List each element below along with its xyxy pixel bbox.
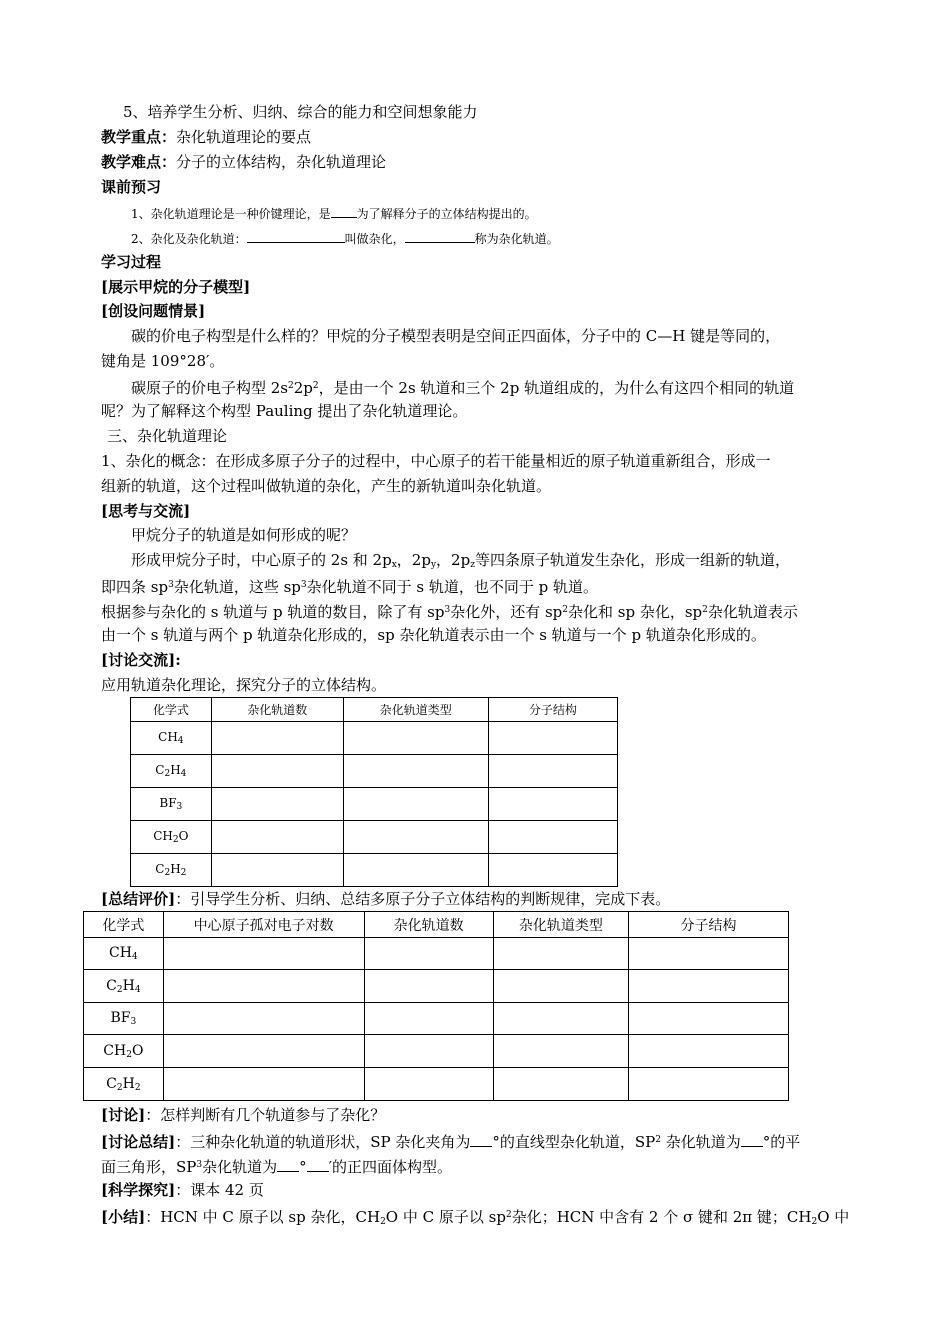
table-cell <box>364 1003 493 1035</box>
table-header: 分子结构 <box>488 698 617 722</box>
science-inquiry: [科学探究]：课本 42 页 <box>101 1181 264 1199</box>
table-cell <box>364 970 493 1003</box>
table-cell <box>488 854 617 887</box>
table-cell <box>493 970 628 1003</box>
discussion-summary-cont: 面三角形，$SP^3$杂化轨道为 ° ′的正四面体构型。 <box>101 1158 453 1176</box>
hybrid-table-1 <box>130 697 618 887</box>
methane-question: 甲烷分子的轨道是如何形成的呢？ <box>131 526 357 544</box>
table-cell <box>163 970 364 1003</box>
formula-cell: $CH_4$ <box>84 938 164 970</box>
table-cell <box>493 1068 628 1101</box>
electron-config-paragraph: 碳原子的价电子构型 $2s^22p^2$，是由一个 2s 轨道和三个 2p 轨道组成的，为什么有这四个相同的轨道 <box>131 379 795 397</box>
answer-blank <box>405 228 475 243</box>
think-heading: [思考与交流] <box>101 502 191 520</box>
table-cell <box>628 1068 788 1101</box>
table-cell <box>211 755 343 788</box>
objective-5: 5、培养学生分析、归纳、综合的能力和空间想象能力 <box>123 103 478 121</box>
section-3-heading: 三、杂化轨道理论 <box>107 427 228 445</box>
scenario-heading: [创设问题情景] <box>101 302 206 320</box>
electron-config-paragraph-cont: 呢？为了解释这个构型 Pauling 提出了杂化轨道理论。 <box>101 402 468 420</box>
methane-explain: 形成甲烷分子时，中心原子的 2s 和 $2p_x$，$2p_y$，$2p_z$等四条原子轨道发生杂化，形成一组新的轨道， <box>131 551 790 570</box>
preview-item-2: 2、杂化及杂化轨道： 叫做杂化， 称为杂化轨道。 <box>131 228 891 249</box>
answer-blank <box>277 1157 299 1172</box>
discuss-heading: [讨论交流]: <box>101 651 181 669</box>
table-cell <box>488 821 617 854</box>
table-header: 杂化轨道类型 <box>493 912 628 938</box>
table-cell <box>211 788 343 821</box>
table-cell <box>211 854 343 887</box>
question-paragraph-cont: 键角是 109°28′。 <box>101 352 225 370</box>
table-cell <box>493 1003 628 1035</box>
hybrid-table-2 <box>83 911 789 1101</box>
answer-blank <box>247 228 345 243</box>
table-header: 杂化轨道数 <box>364 912 493 938</box>
table-header: 分子结构 <box>628 912 788 938</box>
answer-blank <box>741 1132 763 1147</box>
table-cell <box>163 1035 364 1068</box>
table-cell <box>628 970 788 1003</box>
answer-blank <box>470 1132 492 1147</box>
formula-cell: $C_2H_4$ <box>84 970 164 1003</box>
formula-cell: $CH_2O$ <box>84 1035 164 1068</box>
discussion-summary: [讨论总结]：三种杂化轨道的轨道形状，SP 杂化夹角为 °的直线型杂化轨道，$SP^2$ 杂化轨道为 °的平 <box>101 1133 801 1151</box>
show-model-heading: [展示甲烷的分子模型] <box>101 278 251 296</box>
preview-item-1: 1、杂化轨道理论是一种价键理论，是 为了解释分子的立体结构提出的。 <box>131 203 891 224</box>
table-cell <box>493 1035 628 1068</box>
table-cell <box>343 788 488 821</box>
formula-cell: $CH_2O$ <box>131 821 212 854</box>
question-paragraph: 碳的价电子构型是什么样的？甲烷的分子模型表明是空间正四面体，分子中的 C—H 键是等同的， <box>131 327 781 345</box>
hybrid-types-cont: 由一个 s 轨道与两个 p 轨道杂化形成的，sp 杂化轨道表示由一个 s 轨道与一个 p 轨道杂化形成的。 <box>101 626 766 644</box>
teaching-difficulty: 教学难点：分子的立体结构，杂化轨道理论 <box>101 153 387 171</box>
table-cell <box>343 755 488 788</box>
table-cell <box>343 821 488 854</box>
formula-cell: $C_2H_2$ <box>84 1068 164 1101</box>
table-header: 化学式 <box>131 698 212 722</box>
answer-blank <box>331 203 357 218</box>
table-cell <box>163 1003 364 1035</box>
table-header: 杂化轨道数 <box>211 698 343 722</box>
definition-paragraph-cont: 组新的轨道，这个过程叫做轨道的杂化，产生的新轨道叫杂化轨道。 <box>101 477 552 495</box>
table-cell <box>364 938 493 970</box>
table-cell <box>628 1035 788 1068</box>
table-header: 中心原子孤对电子对数 <box>163 912 364 938</box>
apply-text: 应用轨道杂化理论，探究分子的立体结构。 <box>101 676 387 694</box>
table-cell <box>211 821 343 854</box>
formula-cell: $CH_4$ <box>131 722 212 755</box>
teaching-focus: 教学重点：杂化轨道理论的要点 <box>101 128 312 146</box>
preview-heading: 课前预习 <box>101 178 162 196</box>
table-cell <box>488 722 617 755</box>
table-cell <box>211 722 343 755</box>
table-cell <box>364 1068 493 1101</box>
table-header: 杂化轨道类型 <box>343 698 488 722</box>
formula-cell: $BF_3$ <box>131 788 212 821</box>
lesson-summary: [小结]：HCN 中 C 原子以 sp 杂化，$CH_2O$ 中 C 原子以 $sp^2$杂化；HCN 中含有 2 个 σ 键和 2π 键；$CH_2O$ 中 <box>101 1208 850 1227</box>
summary-line: [总结评价]：引导学生分析、归纳、总结多原子分子立体结构的判断规律，完成下表。 <box>101 890 671 908</box>
table-cell <box>488 788 617 821</box>
table-header: 化学式 <box>84 912 164 938</box>
table-cell <box>493 938 628 970</box>
process-heading: 学习过程 <box>101 253 162 271</box>
formula-cell: $C_2H_2$ <box>131 854 212 887</box>
hybrid-types: 根据参与杂化的 s 轨道与 p 轨道的数目，除了有 $sp^3$杂化外，还有 $sp^2$杂化和 sp 杂化，$sp^2$杂化轨道表示 <box>101 603 798 621</box>
formula-cell: $C_2H_4$ <box>131 755 212 788</box>
table-cell <box>628 938 788 970</box>
table-cell <box>343 722 488 755</box>
methane-explain-cont: 即四条 $sp^3$杂化轨道，这些 $sp^3$杂化轨道不同于 s 轨道，也不同于 p 轨道。 <box>101 578 598 596</box>
answer-blank <box>307 1157 329 1172</box>
formula-cell: $BF_3$ <box>84 1003 164 1035</box>
table-cell <box>163 1068 364 1101</box>
table-cell <box>364 1035 493 1068</box>
definition-paragraph: 1、杂化的概念：在形成多原子分子的过程中，中心原子的若干能量相近的原子轨道重新组合，形成一 <box>101 452 771 470</box>
discussion-question: [讨论]：怎样判断有几个轨道参与了杂化？ <box>101 1106 386 1124</box>
table-cell <box>163 938 364 970</box>
table-cell <box>488 755 617 788</box>
table-cell <box>628 1003 788 1035</box>
table-cell <box>343 854 488 887</box>
